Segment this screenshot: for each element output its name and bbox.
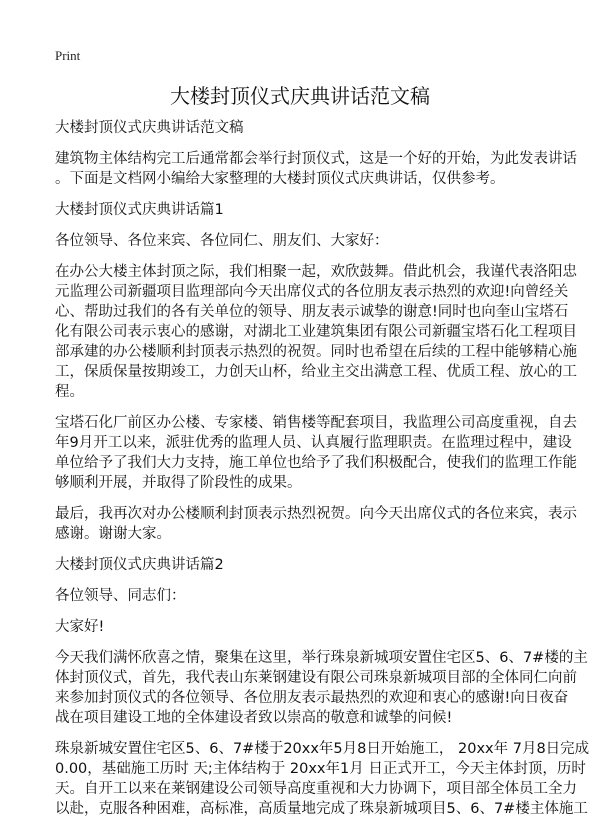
text-line: 。下面是文档网小编给大家整理的大楼封顶仪式庆典讲话，仅供参考。: [55, 171, 505, 187]
text-line: 今天我们满怀欣喜之情，聚集在这里，举行珠泉新城项安置住宅区5、6、7#楼的主: [55, 650, 588, 666]
text-line: 单位给予了我们大力支持，施工单位也给予了我们积极配合，使我们的监理工作能: [55, 455, 577, 471]
text-line: 天。自开工以来在莱钢建设公司领导高度重视和大力协调下，项目部全体员工全力: [55, 781, 577, 797]
text-line: 0.00，基础施工历时 天;主体结构于 20xx年1月 日正式开工，今天主体封顶，历时: [55, 761, 586, 777]
text-line: 大楼封顶仪式庆典讲话篇2: [55, 557, 224, 573]
text-line: 心、帮助过我们的各有关单位的领导、朋友表示诚挚的谢意!同时也向奎山宝塔石: [55, 304, 569, 320]
paragraph: [55, 555, 575, 575]
text-line: 珠泉新城安置住宅区5、6、7#楼于20xx年5月8日开始施工， 20xx年 7月8日完成: [55, 741, 590, 757]
paragraph: [55, 586, 575, 606]
paragraph: [55, 648, 588, 728]
text-line: 各位领导、同志们：: [55, 588, 186, 604]
text-line: 够顺利开展，并取得了阶段性的成果。: [55, 475, 302, 491]
text-line: 元监理公司新疆项目监理部向今天出席仪式的各位朋友表示热烈的欢迎!向曾经关: [55, 284, 569, 300]
text-line: 部承建的办公楼顺利封顶表示热烈的祝贺。同时也希望在后续的工程中能够精心施: [55, 344, 577, 360]
print-link[interactable]: Print: [55, 48, 81, 63]
text-line: 在办公大楼主体封顶之际，我们相聚一起，欢欣鼓舞。借此机会，我谨代表洛阳忠: [55, 264, 577, 280]
text-line: 最后，我再次对办公楼顺利封顶表示热烈祝贺。向今天出席仪式的各位来宾，表示: [55, 506, 577, 522]
text-line: 工，保质保量按期竣工，力创天山杯，给业主交出满意工程、优质工程、放心的工: [55, 364, 577, 380]
text-line: 大家好!: [55, 619, 105, 635]
text-line: 战在项目建设工地的全体建设者致以崇高的敬意和诚挚的问候!: [55, 710, 453, 726]
text-line: 年9月开工以来，派驻优秀的监理人员、认真履行监理职责。在监理过程中，建设: [55, 435, 572, 451]
paragraph: [55, 231, 575, 251]
text-line: 体封顶仪式，首先，我代表山东莱钢建设有限公司珠泉新城项目部的全体同仁向前: [55, 670, 577, 686]
paragraph: [55, 504, 575, 544]
document-body: [55, 118, 590, 830]
text-line: 化有限公司表示衷心的感谢，对湖北工业建筑集团有限公司新疆宝塔石化工程项目: [55, 324, 577, 340]
text-line: 各位领导、各位来宾、各位同仁、朋友们、大家好：: [55, 233, 389, 249]
paragraph: [55, 149, 575, 189]
text-line: 大楼封顶仪式庆典讲话范文稿: [55, 120, 244, 136]
text-line: 以赴，克服各种困难，高标准，高质量地完成了珠泉新城项目5、6、7#楼主体施工: [55, 801, 588, 817]
text-line: 来参加封顶仪式的各位领导、各位朋友表示最热烈的欢迎和衷心的感谢!向日夜奋: [55, 690, 569, 706]
paragraph: [55, 739, 590, 819]
text-line: 宝塔石化厂前区办公楼、专家楼、销售楼等配套项目，我监理公司高度重视，自去: [55, 415, 577, 431]
text-line: 程。: [55, 384, 84, 400]
paragraph: [55, 200, 575, 220]
paragraph: [55, 118, 575, 138]
text-line: 感谢。谢谢大家。: [55, 526, 171, 542]
document-title: 大楼封顶仪式庆典讲话范文稿: [170, 84, 430, 108]
paragraph: [55, 617, 575, 637]
paragraph: [55, 262, 575, 402]
paragraph: [55, 413, 575, 493]
text-line: 大楼封顶仪式庆典讲话篇1: [55, 202, 224, 218]
text-line: 建筑物主体结构完工后通常都会举行封顶仪式，这是一个好的开始，为此发表讲话: [55, 151, 577, 167]
